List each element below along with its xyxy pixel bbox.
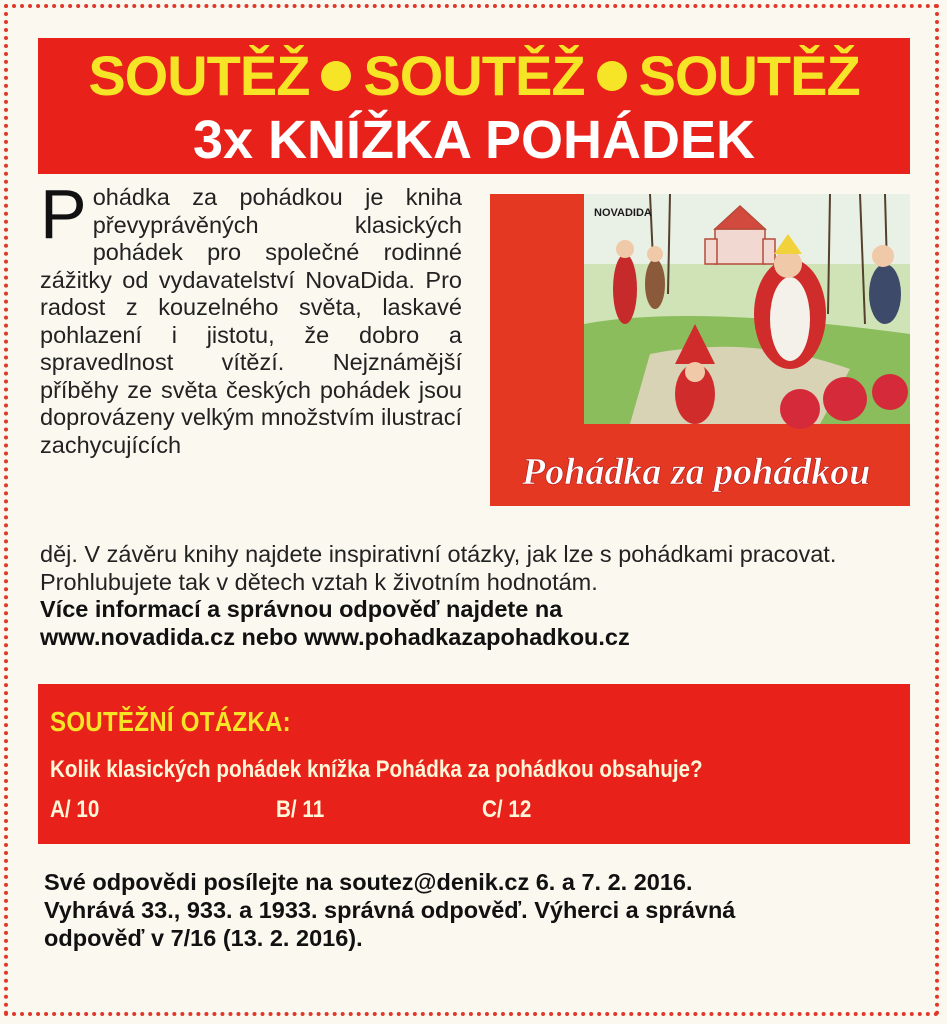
website-links: www.novadida.cz nebo www.pohadkazapohadkou.cz <box>40 623 630 650</box>
book-publisher: NOVADIDA <box>594 207 652 219</box>
article-intro <box>40 175 462 459</box>
contest-word-2: SOUTĚŽ <box>363 44 585 107</box>
footer-line-3: odpověď v 7/16 (13. 2. 2016). <box>44 925 363 951</box>
question-title: SOUTĚŽNÍ OTÁZKA: <box>50 706 291 737</box>
intro-text: ohádka za pohádkou je kniha převyprávěných klasických pohádek pro společné rodinné zážitky od vydavatelství NovaDida. Pro radost z kouzelného světa, laskavé pohlazení i jistotu, že dobro a spravedlnost vítězí. Nejznámější příběhy ze světa českých pohádek jsou doprovázeny velkým množstvím ilustrací zachycujících <box>40 184 462 458</box>
contest-word-1: SOUTĚŽ <box>88 44 310 107</box>
article-continuation <box>40 541 910 651</box>
contest-title <box>38 44 910 108</box>
continuation-text: děj. V závěru knihy najdete inspirativní otázky, jak lze s pohádkami pracovat. Prohlubujete tak v dětech vztah k životním hodnotám. <box>40 541 837 595</box>
submission-info <box>44 868 914 952</box>
book-cover-image <box>490 194 910 506</box>
question-box <box>38 684 910 844</box>
bullet-dot-icon <box>321 61 351 91</box>
question-text: Kolik klasických pohádek knížka Pohádka za pohádkou obsahuje? <box>50 756 703 783</box>
more-info-line: Více informací a správnou odpověď najdete na <box>40 596 563 622</box>
drop-cap: P <box>40 175 87 253</box>
option-a: A/ 10 <box>50 796 100 823</box>
contest-header <box>38 38 910 174</box>
footer-line-2: Vyhrává 33., 933. a 1933. správná odpověď. Výherci a správná <box>44 897 736 923</box>
contest-word-3: SOUTĚŽ <box>638 44 860 107</box>
option-b: B/ 11 <box>276 796 325 823</box>
footer-line-1: Své odpovědi posílejte na soutez@denik.cz 6. a 7. 2. 2016. <box>44 869 693 895</box>
contest-subtitle: 3x KNÍŽKA POHÁDEK <box>192 110 756 170</box>
book-title: Pohádka za pohádkou <box>522 451 871 493</box>
option-c: C/ 12 <box>482 796 532 823</box>
bullet-dot-icon <box>597 61 627 91</box>
